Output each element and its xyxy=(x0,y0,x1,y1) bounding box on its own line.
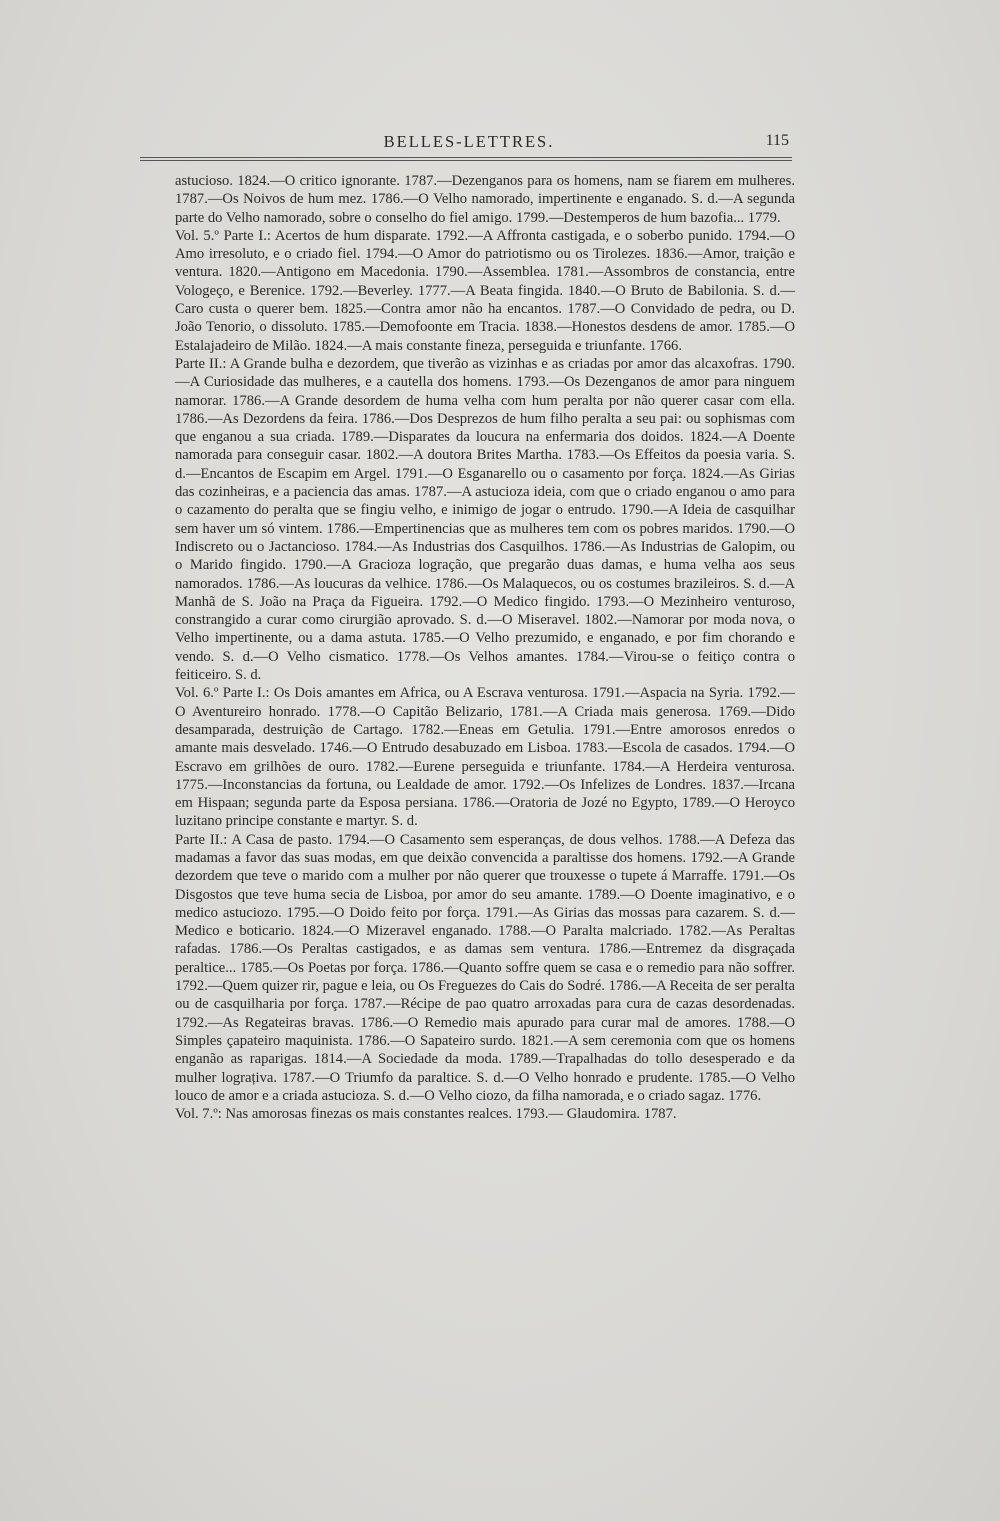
paragraph-vol5-parte1: Vol. 5.º Parte I.: Acertos de hum disparate. 1792.—A Affronta castigada, e o soberbo punido. 1794.—O Amo irresoluto, e o criado fiel. 1794.—O Amor do patriotismo ou os Tirolezes. 1836.—Amor, traição e ventura. 1820.—Antigono em Macedonia. 1790.—Assemblea. 1781.—Assombros de constancia, entre Vologeço, e Berenice. 1792.—Beverley. 1777.—A Beata fingida. 1840.—O Bruto de Babilonia. S. d.—Caro custa o querer bem. 1825.—Contra amor não ha encantos. 1787.—O Convidado de pedra, ou D. João Tenorio, o dissoluto. 1785.—Demofoonte em Tracia. 1838.—Honestos desdens de amor. 1785.—O Estalajadeiro de Milão. 1824.—A mais constante fineza, perseguida e triunfante. 1766. xyxy=(175,227,795,354)
paragraph-vol6-parte1: Vol. 6.º Parte I.: Os Dois amantes em Africa, ou A Escrava venturosa. 1791.—Aspacia na Syria. 1792.—O Aventureiro honrado. 1778.—O Capitão Belizario, 1781.—A Criada mais generosa. 1769.—Dido desamparada, destruição de Cartago. 1782.—Eneas em Getulia. 1791.—Entre amorosos enredos o amante mais desvelado. 1746.—O Entrudo desabuzado em Lisboa. 1783.—Escola de casados. 1794.—O Escravo em grilhões de ouro. 1782.—Eurene perseguida e triunfante. 1784.—A Herdeira venturosa. 1775.—Inconstancias da fortuna, ou Lealdade de amor. 1792.—Os Infelizes de Londres. 1837.—Ircana em Hispaan; segunda parte da Esposa persiana. 1786.—Oratoria de Jozé no Egypto, 1789.—O Heroyco luzitano principe constante e martyr. S. d. xyxy=(175,685,795,830)
paragraph-vol5-parte2: Parte II.: A Grande bulha e dezordem, que tiverão as vizinhas e as criadas por amor das alcaxofras. 1790.—A Curiosidade das mulheres, e a cautella dos homens. 1793.—Os Dezenganos de amor para ninguem namorar. 1786.—A Grande desordem de huma velha com hum peralta por não querer casar com ella. 1786.—As Dezordens da feira. 1786.—Dos Desprezos de hum filho peralta a seu pai: ou sophismas com que enganou a sua criada. 1789.—Disparates da loucura na enfermaria dos doidos. 1824.—A Doente namorada para conseguir casar. 1802.—A doutora Brites Martha. 1783.—Os Effeitos da poesia varia. S. d.—Encantos de Escapim em Argel. 1791.—O Esganarello ou o casamento por força. 1824.—As Girias das cozinheiras, e a paciencia das amas. 1787.—A astucioza ideia, com que o criado enganou o amo para o cazamento do peralta que se fingiu velho, e inimigo de jogar o entrudo. 1790.—A Ideia de casquilhar sem haver um só vintem. 1786.—Empertinencias que as mulheres tem com os pobres maridos. 1790.—O Indiscreto ou o Jactancioso. 1784.—As Industrias dos Casquilhos. 1786.—As Industrias de Galopim, ou o Marido fingido. 1790.—A Gracioza logração, que pregarão duas damas, e huma velha aos seus namorados. 1786.—As loucuras da velhice. 1786.—Os Malaquecos, ou os costumes brazileiros. S. d.—A Manhã de S. João na Praça da Figueira. 1792.—O Medico fingido. 1793.—O Mezinheiro venturoso, constrangido a curar como cirurgião aprovado. S. d.—O Miseravel. 1802.—Namorar por moda nova, o Velho impertinente, ou a dama astuta. 1785.—O Velho prezumido, e enganado, e por fim chorando e vendo. S. d.—O Velho cismatico. 1778.—Os Velhos amantes. 1784.—Virou-se o feitiço contra o feiticeiro. S. d. xyxy=(175,355,795,684)
page-number: 115 xyxy=(765,132,789,149)
page-title: BELLES-LETTRES. xyxy=(383,132,555,151)
paragraph-vol7: Vol. 7.º: Nas amorosas finezas os mais constantes realces. 1793.— Glaudomira. 1787. xyxy=(175,1106,677,1123)
header-rule xyxy=(140,157,792,161)
text-body xyxy=(175,172,795,1123)
paragraph-continuation: astucioso. 1824.—O critico ignorante. 1787.—Dezenganos para os homens, nam se fiarem em mulheres. 1787.—Os Noivos de hum mez. 1786.—O Velho namorado, impertinente e enganado. S. d.—A segunda parte do Velho namorado, sobre o conselho do fiel amigo. 1799.—Destemperos de hum bazofia... 1779. xyxy=(175,173,795,226)
paragraph-vol6-parte2: Parte II.: A Casa de pasto. 1794.—O Casamento sem esperanças, de dous velhos. 1788.—A Defeza das madamas a favor das suas modas, em que deixão convencida a paraltisse dos homens. 1792.—A Grande dezordem que teve o marido com a mulher por não querer que trouxesse o tupete á Marraffe. 1791.—Os Disgostos que teve huma secia de Lisboa, por amor do seu amante. 1789.—O Doente imaginativo, e o medico astuciozo. 1795.—O Doido feito por força. 1791.—As Girias das mossas para cazarem. S. d.—Medico e boticario. 1824.—O Mizeravel enganado. 1788.—O Paralta malcriado. 1782.—As Peraltas rafadas. 1786.—Os Peraltas castigados, e as damas sem ventura. 1786.—Entremez da disgraçada peraltice... 1785.—Os Poetas por força. 1786.—Quanto soffre quem se casa e o remedio para não soffrer. 1792.—Quem quizer rir, pague e leia, ou Os Freguezes do Cais do Sodré. 1786.—A Receita de ser peralta ou de casquilharia por força. 1787.—Récipe de pao quatro arroxadas para cura de cazas desordenadas. 1792.—As Regateiras bravas. 1786.—O Remedio mais apurado para curar mal de amores. 1788.—O Simples çapateiro maquinista. 1786.—O Sapateiro surdo. 1821.—A sem ceremonia com que os homens enganão as raparigas. 1814.—A Sociedade da moda. 1789.—Trapalhadas do tollo desesperado e da mulher lograțiva. 1787.—O Triumfo da paraltice. S. d.—O Velho honrado e prudente. 1785.—O Velho louco de amor e a criada astucioza. S. d.—O Velho ciozo, da filha namorada, e o criado sagaz. 1776. xyxy=(175,831,795,1104)
running-header xyxy=(145,132,793,154)
